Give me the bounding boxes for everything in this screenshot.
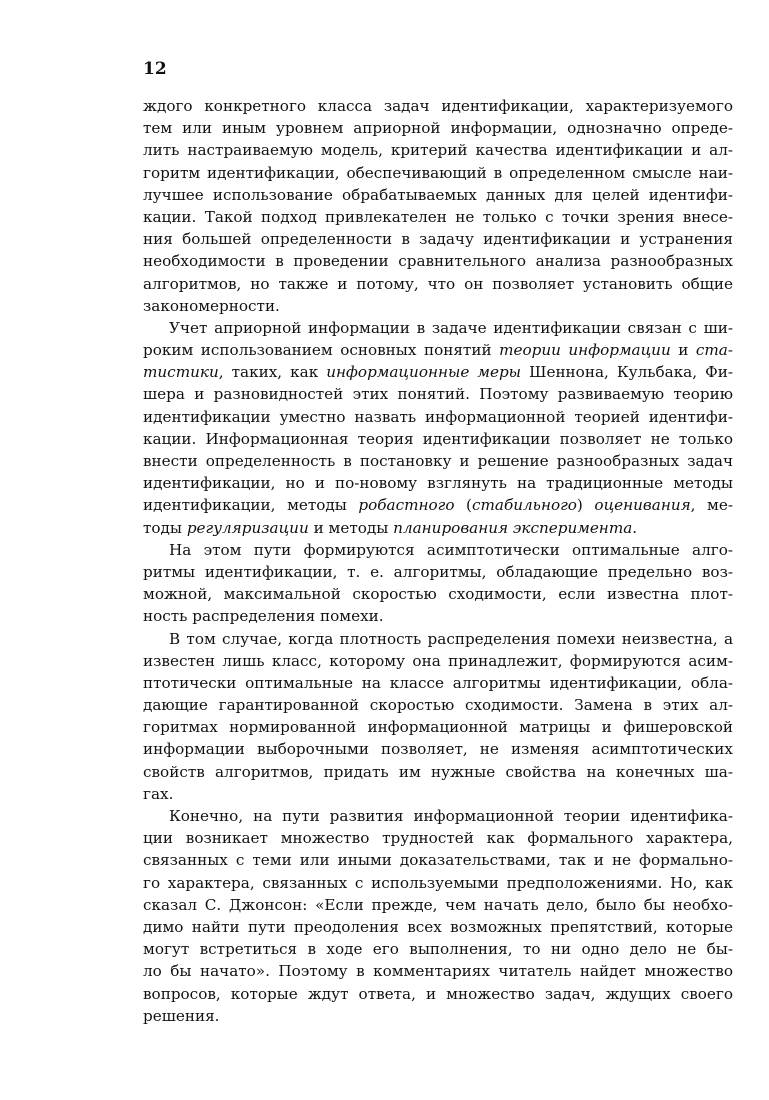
text-line: [143, 406, 733, 428]
text-line: [143, 95, 733, 117]
text-line: [143, 628, 733, 650]
text-run: могут встретиться в ходе его выполнения, то ни одно дело не бы-: [143, 940, 733, 959]
text-run: идентификации, но и по-новому взглянуть на традиционные методы: [143, 474, 733, 493]
text-line: [143, 872, 733, 894]
emphasized-term: ста-: [695, 341, 733, 360]
text-line: [143, 761, 733, 783]
text-run: (: [454, 496, 472, 515]
text-line: [143, 472, 733, 494]
text-run: шера и разновидностей этих понятий. Поэтому развиваемую теорию: [143, 385, 733, 404]
text-run: внести определенность в постановку и решение разнообразных задач: [143, 452, 733, 470]
text-line: [143, 583, 733, 605]
text-run: связанных с теми или иными доказательствами, так и не формально-: [143, 851, 733, 870]
text-run: Шеннона, Кульбака, Фи-: [521, 363, 733, 382]
text-run: ): [576, 496, 595, 515]
emphasized-term: стабильного: [472, 496, 577, 515]
text-run: тем или иным уровнем априорной информации, однозначно опреде-: [143, 119, 733, 138]
text-run: кации. Информационная теория идентификации позволяет не только: [143, 429, 733, 448]
text-run: сказал С. Джонсон: «Если прежде, чем начать дело, было бы необхо-: [143, 895, 733, 914]
text-line: [143, 450, 733, 472]
text-run: информации выборочными позволяет, не изменяя асимптотических: [143, 740, 733, 759]
text-line: [143, 117, 733, 139]
text-run: и методы: [308, 518, 394, 537]
paragraph: [143, 539, 733, 628]
text-run: решения.: [143, 1006, 220, 1025]
text-run: ритмы идентификации, т. е. алгоритмы, обладающие предельно воз-: [143, 562, 733, 581]
text-run: известен лишь класс, которому она принадлежит, формируются асим-: [143, 651, 733, 670]
text-run: На этом пути формируются асимптотически оптимальные алго-: [169, 540, 733, 559]
text-line: [143, 273, 733, 295]
text-line: [143, 916, 733, 938]
text-run: лучшее использование обрабатываемых данных для целей идентифи-: [143, 185, 733, 204]
text-line: [143, 849, 733, 871]
text-run: ния большей определенности в задачу идентификации и устранения: [143, 230, 733, 249]
emphasized-term: планирования эксперимента: [393, 518, 633, 537]
text-line: [143, 317, 733, 339]
text-line: [143, 383, 733, 405]
body-text: [143, 95, 733, 1027]
paragraph: [143, 317, 733, 539]
emphasized-term: оценивания: [594, 496, 691, 515]
text-line: [143, 184, 733, 206]
text-line: [143, 605, 733, 627]
text-run: димо найти пути преодоления всех возможных препятствий, которые: [143, 917, 733, 936]
text-line: [143, 295, 733, 317]
text-line: [143, 250, 733, 272]
text-line: [143, 228, 733, 250]
text-run: .: [632, 518, 638, 537]
text-line: [143, 494, 733, 516]
paragraph: [143, 805, 733, 1027]
text-run: гах.: [143, 784, 174, 803]
text-line: [143, 517, 733, 539]
text-line: [143, 694, 733, 716]
emphasized-term: информационные меры: [326, 363, 522, 382]
text-line: [143, 650, 733, 672]
text-run: ждого конкретного класса задач идентификации, характеризуемого: [143, 97, 733, 115]
text-run: тоды: [143, 518, 187, 537]
text-line: [143, 539, 733, 561]
text-line: [143, 361, 733, 383]
text-line: [143, 1005, 733, 1027]
text-run: кации. Такой подход привлекателен не только с точки зрения внесе-: [143, 207, 733, 226]
text-run: ции возникает множество трудностей как формального характера,: [143, 829, 733, 848]
text-run: , таких, как: [218, 363, 327, 382]
text-line: [143, 139, 733, 161]
text-run: вопросов, которые ждут ответа, и множество задач, ждущих своего: [143, 984, 733, 1003]
paragraph: [143, 95, 733, 317]
text-line: [143, 783, 733, 805]
paragraph: [143, 628, 733, 806]
text-run: го характера, связанных с используемыми предположениями. Но, как: [143, 873, 733, 892]
text-line: [143, 716, 733, 738]
emphasized-term: регуляризации: [186, 518, 309, 537]
text-line: [143, 894, 733, 916]
text-line: [143, 738, 733, 760]
text-run: необходимости в проведении сравнительного анализа разнообразных: [143, 252, 733, 271]
text-line: [143, 983, 733, 1005]
page-number: 12: [143, 59, 167, 79]
text-run: В том случае, когда плотность распределения помехи неизвестна, а: [169, 629, 733, 648]
text-run: алгоритмов, но также и потому, что он позволяет установить общие: [143, 274, 733, 293]
text-run: ло бы начато». Поэтому в комментариях читатель найдет множество: [143, 962, 733, 981]
text-line: [143, 428, 733, 450]
text-line: [143, 339, 733, 361]
text-run: роким использованием основных понятий: [143, 341, 500, 360]
text-run: и: [670, 341, 696, 360]
text-line: [143, 162, 733, 184]
text-run: лить настраиваемую модель, критерий качества идентификации и ал-: [143, 141, 733, 160]
text-line: [143, 938, 733, 960]
text-run: закономерности.: [143, 296, 280, 315]
text-line: [143, 960, 733, 982]
text-run: Учет априорной информации в задаче идентификации связан с ши-: [169, 318, 733, 337]
text-run: Конечно, на пути развития информационной теории идентифика-: [169, 807, 733, 825]
text-run: идентификации, методы: [143, 496, 359, 515]
emphasized-term: тистики: [143, 363, 219, 382]
text-run: птотически оптимальные на классе алгоритмы идентификации, обла-: [143, 673, 733, 692]
text-run: горитм идентификации, обеспечивающий в определенном смысле наи-: [143, 163, 733, 182]
text-line: [143, 672, 733, 694]
text-line: [143, 561, 733, 583]
text-run: , ме-: [690, 496, 733, 515]
emphasized-term: робастного: [358, 496, 455, 515]
text-run: дающие гарантированной скоростью сходимости. Замена в этих ал-: [143, 696, 733, 715]
text-run: идентификации уместно назвать информационной теорией идентифи-: [143, 407, 733, 426]
text-run: можной, максимальной скоростью сходимости, если известна плот-: [143, 585, 733, 604]
text-run: свойств алгоритмов, придать им нужные свойства на конечных ша-: [143, 762, 733, 781]
text-line: [143, 805, 733, 827]
text-run: горитмах нормированной информационной матрицы и фишеровской: [143, 718, 733, 737]
text-run: ность распределения помехи.: [143, 607, 384, 626]
text-line: [143, 206, 733, 228]
emphasized-term: теории информации: [499, 341, 671, 360]
text-line: [143, 827, 733, 849]
